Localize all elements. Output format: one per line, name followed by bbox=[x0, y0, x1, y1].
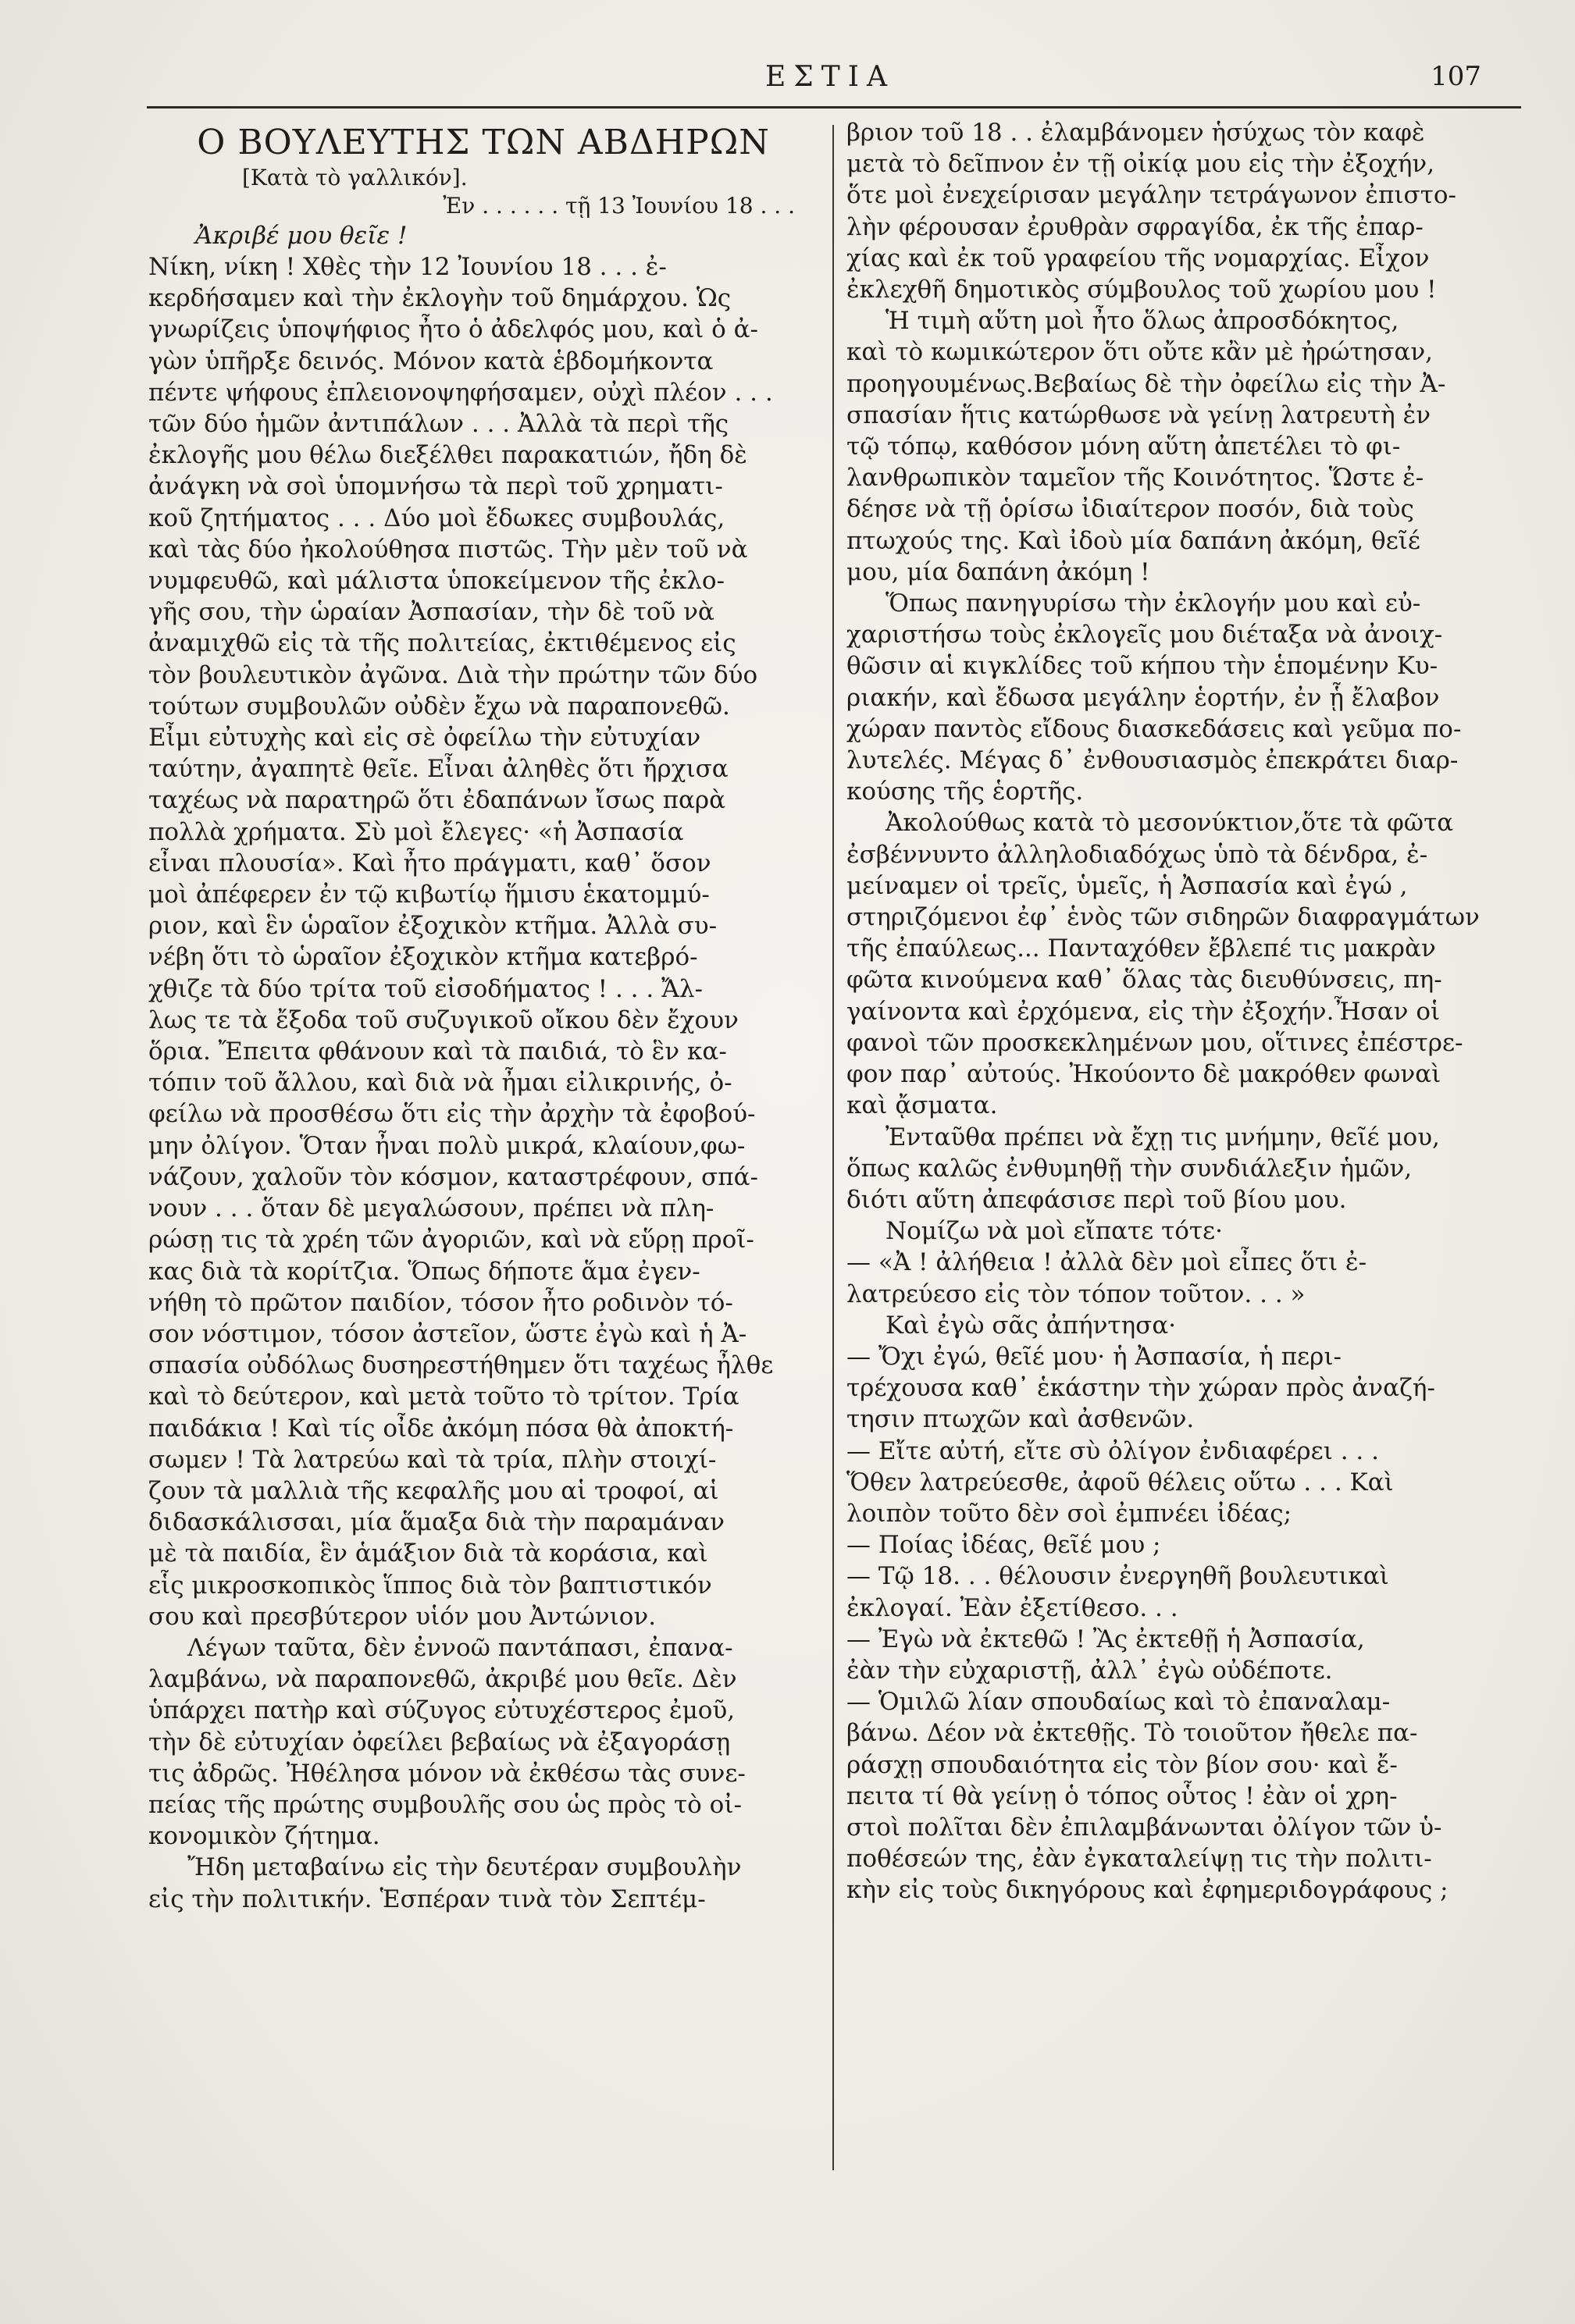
text-line: μου, μία δαπάνη ἀκόμη ! bbox=[846, 557, 1150, 586]
text-line: Εἶμι εὐτυχὴς καὶ εἰς σὲ ὀφείλω τὴν εὐτυχίαν bbox=[148, 724, 701, 753]
text-line: φείλω νὰ προσθέσω ὅτι εἰς τὴν ἀρχὴν τὰ ἐφοβού- bbox=[148, 1100, 756, 1129]
text-line: κερδήσαμεν καὶ τὴν ἐκλογὴν τοῦ δημάρχου. Ὡς bbox=[148, 284, 732, 313]
text-line: ὑπάρχει πατὴρ καὶ σύζυγος εὐτυχέστερος ἐμοῦ, bbox=[148, 1696, 736, 1725]
text-line: — «Ἀ ! ἀλήθεια ! ἀλλὰ δὲν μοὶ εἶπες ὅτι ἐ- bbox=[846, 1248, 1367, 1277]
text-line: Νομίζω νὰ μοὶ εἴπατε τότε· bbox=[885, 1217, 1223, 1246]
text-line: διδασκάλισσαι, μία ἅμαξα διὰ τὴν παραμάναν bbox=[148, 1508, 725, 1537]
text-line: — Ὁμιλῶ λίαν σπουδαίως καὶ τὸ ἐπαναλαμ- bbox=[846, 1688, 1391, 1717]
text-line: στηριζόμενοι ἐφ᾽ ἑνὸς τῶν σιδηρῶν διαφραγμάτων bbox=[846, 903, 1480, 932]
text-line: τρέχουσα καθ᾽ ἑκάστην τὴν χώραν πρὸς ἀναζή- bbox=[846, 1374, 1435, 1403]
text-line: Ἤδη μεταβαίνω εἰς τὴν δευτέραν συμβουλὴν bbox=[187, 1853, 742, 1882]
text-line: ἐκλογῆς μου θέλω διεξέλθει παρακατιών, ἤδη δὲ bbox=[148, 441, 747, 470]
text-line: φανοὶ τῶν προσκεκλημένων μου, οἵτινες ἐπέστρε- bbox=[846, 1028, 1463, 1057]
text-line: ἐὰν τὴν εὐχαριστῇ, ἀλλ᾽ ἐγὼ οὐδέποτε. bbox=[846, 1656, 1333, 1685]
text-line: παιδάκια ! Καὶ τίς οἶδε ἀκόμη πόσα θὰ ἀποκτή- bbox=[148, 1414, 734, 1443]
text-line: χθιζε τὰ δύο τρίτα τοῦ εἰσοδήματος ! . . . Ἄλ- bbox=[148, 974, 703, 1003]
column-divider bbox=[832, 125, 834, 2170]
text-line: λατρεύεσο εἰς τὸν τόπον τοῦτον. . . » bbox=[846, 1279, 1306, 1308]
text-line: — Τῷ 18. . . θέλουσιν ἐνεργηθῆ βουλευτικαὶ bbox=[846, 1562, 1389, 1591]
text-line: δέησε νὰ τῇ ὁρίσω ἰδιαίτερον ποσόν, διὰ τοὺς bbox=[846, 495, 1414, 524]
text-line: καὶ ᾄσματα. bbox=[846, 1091, 998, 1120]
text-line: Ἡ τιμὴ αὕτη μοὶ ἦτο ὅλως ἀπροσδόκητος, bbox=[885, 307, 1399, 336]
text-line: ἀνάγκη νὰ σοὶ ὑπομνήσω τὰ περὶ τοῦ χρηματι- bbox=[148, 472, 723, 501]
text-line: σον νόστιμον, τόσον ἀστεῖον, ὥστε ἐγὼ καὶ ἡ Ἀ- bbox=[148, 1319, 747, 1348]
text-line: τις ἀδρῶς. Ἠθέλησα μόνον νὰ ἐκθέσω τὰς συνε- bbox=[148, 1759, 746, 1788]
header-rule bbox=[147, 106, 1521, 109]
text-line: χαριστήσω τοὺς ἐκλογεῖς μου διέταξα νὰ ἀνοιχ- bbox=[846, 621, 1443, 650]
text-line: ρώσῃ τις τὰ χρέη τῶν ἀγοριῶν, καὶ νὰ εὕρῃ προῖ- bbox=[148, 1226, 754, 1255]
text-line: ριακήν, καὶ ἔδωσα μεγάλην ἑορτήν, ἐν ᾗ ἔλαβον bbox=[846, 683, 1440, 712]
text-line: πέντε ψήφους ἐπλειονοψηφήσαμεν, οὐχὶ πλέον . . . bbox=[148, 378, 773, 407]
text-line: καὶ τὰς δύο ἠκολούθησα πιστῶς. Τὴν μὲν τοῦ νὰ bbox=[148, 535, 748, 564]
text-line: χίας καὶ ἐκ τοῦ γραφείου τῆς νομαρχίας. Εἶχον bbox=[846, 244, 1430, 272]
text-line: λὴν φέρουσαν ἐρυθρὰν σφραγίδα, ἐκ τῆς ἐπαρ- bbox=[846, 212, 1424, 241]
text-line: λοιπὸν τοῦτο δὲν σοὶ ἐμπνέει ἰδέας; bbox=[846, 1499, 1292, 1528]
page-number: 107 bbox=[1431, 61, 1481, 92]
text-line: ὅτε μοὶ ἐνεχείρισαν μεγάλην τετράγωνον ἐπιστο- bbox=[846, 181, 1456, 210]
text-line: κούσης τῆς ἑορτῆς. bbox=[846, 778, 1084, 806]
text-line: μετὰ τὸ δεῖπνον ἐν τῇ οἰκίᾳ μου εἰς τὴν ἐξοχήν, bbox=[846, 150, 1435, 179]
right-column bbox=[846, 117, 1516, 1906]
text-line: στοὶ πολῖται δὲν ἐπιλαμβάνωνται ὀλίγον τῶν ὑ- bbox=[846, 1813, 1442, 1842]
text-line: μην ὀλίγον. Ὅταν ἦναι πολὺ μικρά, κλαίουν,φω- bbox=[148, 1131, 746, 1160]
text-line: μὲ τὰ παιδία, ἓν ἁμάξιον διὰ τὰ κοράσια, καὶ bbox=[148, 1539, 708, 1568]
text-line: γὼν ὑπῆρξε δεινός. Μόνον κατὰ ἑβδομήκοντα bbox=[148, 347, 714, 375]
text-line: νέβη ὅτι τὸ ὡραῖον ἐξοχικὸν κτῆμα κατεβρό- bbox=[148, 943, 698, 972]
text-line: Ὅθεν λατρεύεσθε, ἀφοῦ θέλεις οὕτω . . . Καὶ bbox=[846, 1468, 1394, 1497]
text-line: σωμεν ! Τὰ λατρεύω καὶ τὰ τρία, πλὴν στοιχί- bbox=[148, 1445, 717, 1474]
text-line: Καὶ ἐγὼ σᾶς ἀπήντησα· bbox=[885, 1311, 1177, 1340]
journal-title: ΕΣΤΙΑ bbox=[765, 61, 895, 93]
text-line: φῶτα κινούμενα καθ᾽ ὅλας τὰς διευθύνσεις, πη- bbox=[846, 966, 1442, 995]
text-line: σπασία οὐδόλως δυσηρεστήθημεν ὅτι ταχέως ἦλθε bbox=[148, 1351, 774, 1380]
text-line: Νίκη, νίκη ! Χθὲς τὴν 12 Ἰουνίου 18 . . . ἐ- bbox=[148, 253, 667, 281]
text-line: κονομικὸν ζήτημα. bbox=[148, 1822, 380, 1851]
text-line: ποθέσεών της, ἐὰν ἐγκαταλείψῃ τις τὴν πολιτι- bbox=[846, 1845, 1432, 1874]
text-line: εἷς μικροσκοπικὸς ἵππος διὰ τὸν βαπτιστικόν bbox=[148, 1571, 712, 1600]
text-line: σου καὶ πρεσβύτερον υἱόν μου Ἀντώνιον. bbox=[148, 1602, 657, 1631]
text-line: κὴν εἰς τοὺς δικηγόρους καὶ ἐφημεριδογράφους ; bbox=[846, 1876, 1449, 1905]
text-line: πειτα τί θὰ γείνῃ ὁ τόπος οὗτος ! ἐὰν οἱ χρη- bbox=[846, 1781, 1398, 1810]
text-line: ἐκλογαί. Ἐὰν ἐξετίθεσο. . . bbox=[846, 1593, 1178, 1622]
article-title: Ο ΒΟΥΛΕΥΤΗΣ ΤΩΝ ΑΒΔΗΡΩΝ bbox=[197, 123, 770, 162]
text-line: τῆς ἐπαύλεως... Πανταχόθεν ἔβλεπέ τις μακρὰν bbox=[846, 934, 1436, 963]
text-line: καὶ τὸ κωμικώτερον ὅτι οὔτε κἂν μὲ ἠρώτησαν, bbox=[846, 338, 1434, 367]
text-line: τῷ τόπῳ, καθόσον μόνη αὕτη ἀπετέλει τὸ φι- bbox=[846, 432, 1401, 461]
text-line: λαμβάνω, νὰ παραπονεθῶ, ἀκριβέ μου θεῖε. Δὲν bbox=[148, 1665, 737, 1694]
text-line: λως τε τὰ ἔξοδα τοῦ συζυγικοῦ οἴκου δὲν ἔχουν bbox=[148, 1005, 739, 1034]
article-subtitle: [Κατὰ τὸ γαλλικόν]. bbox=[242, 165, 468, 190]
text-line: πτωχούς της. Καὶ ἰδοὺ μία δαπάνη ἀκόμη, θεῖέ bbox=[846, 526, 1420, 555]
text-line: νάζουν, χαλοῦν τὸν κόσμον, καταστρέφουν, σπά- bbox=[148, 1162, 758, 1191]
text-line: ταύτην, ἀγαπητὲ θεῖε. Εἶναι ἀληθὲς ὅτι ἤρχισα bbox=[148, 755, 729, 784]
text-line: κοῦ ζητήματος . . . Δύο μοὶ ἔδωκες συμβουλάς, bbox=[148, 504, 725, 532]
text-line: νυμφευθῶ, καὶ μάλιστα ὑποκείμενον τῆς ἐκλο- bbox=[148, 567, 725, 596]
text-line: βάνω. Δέον νὰ ἐκτεθῇς. Τὸ τοιοῦτον ἤθελε πα- bbox=[846, 1719, 1418, 1748]
text-line: νουν . . . ὅταν δὲ μεγαλώσουν, πρέπει νὰ πλη- bbox=[148, 1194, 714, 1223]
text-line: ταχέως νὰ παρατηρῶ ὅτι ἐδαπάνων ἴσως παρὰ bbox=[148, 786, 726, 815]
text-line: σπασίαν ἥτις κατώρθωσε νὰ γείνῃ λατρευτὴ ἐν bbox=[846, 400, 1431, 429]
dateline: Ἐν . . . . . . τῇ 13 Ἰουνίου 18 . . . bbox=[443, 193, 795, 219]
text-line: γνωρίζεις ὑποψήφιος ἦτο ὁ ἀδελφός μου, καὶ ὁ ἀ- bbox=[148, 315, 759, 344]
text-line: ἀναμιχθῶ εἰς τὰ τῆς πολιτείας, ἐκτιθέμενος εἰς bbox=[148, 629, 736, 658]
text-line: διότι αὕτη ἀπεφάσισε περὶ τοῦ βίου μου. bbox=[846, 1185, 1347, 1214]
text-line: φον παρ᾽ αὐτούς. Ἠκούοντο δὲ μακρόθεν φωναὶ bbox=[846, 1060, 1441, 1089]
text-line: Ἐνταῦθα πρέπει νὰ ἔχῃ τις μνήμην, θεῖέ μου, bbox=[885, 1123, 1440, 1151]
text-line: βριον τοῦ 18 . . ἐλαμβάνομεν ἡσύχως τὸν καφὲ bbox=[846, 119, 1425, 147]
text-line: ἐσβέννυντο ἀλληλοδιαδόχως ὑπὸ τὰ δένδρα, ἐ- bbox=[846, 840, 1428, 869]
text-line: τησιν πτωχῶν καὶ ἀσθενῶν. bbox=[846, 1405, 1195, 1434]
text-line: τὸν βουλευτικὸν ἀγῶνα. Διὰ τὴν πρώτην τῶν δύο bbox=[148, 660, 758, 689]
text-line: εἶναι πλουσία». Καὶ ἦτο πράγματι, καθ᾽ ὅσον bbox=[148, 849, 711, 877]
left-column-text bbox=[148, 251, 818, 1915]
text-line: Λέγων ταῦτα, δὲν ἐννοῶ παντάπασι, ἐπανα- bbox=[187, 1633, 733, 1662]
text-line: μοὶ ἀπέφερεν ἐν τῷ κιβωτίῳ ἥμισυ ἑκατομμύ- bbox=[148, 881, 710, 909]
text-line: — Εἴτε αὐτή, εἴτε σὺ ὀλίγον ἐνδιαφέρει . . . bbox=[846, 1436, 1379, 1465]
text-line: τὴν δὲ εὐτυχίαν ὀφείλει βεβαίως νὰ ἐξαγοράσῃ bbox=[148, 1728, 731, 1756]
text-line: καὶ τὸ δεύτερον, καὶ μετὰ τοῦτο τὸ τρίτον. Τρία bbox=[148, 1383, 739, 1411]
text-line: τούτων συμβουλῶν οὐδὲν ἔχω νὰ παραπονεθῶ. bbox=[148, 692, 730, 721]
text-line: πολλὰ χρήματα. Σὺ μοὶ ἔλεγες· «ἡ Ἀσπασία bbox=[148, 817, 684, 846]
text-line: λυτελές. Μέγας δ᾽ ἐνθουσιασμὸς ἐπεκράτει διαρ- bbox=[846, 746, 1459, 775]
text-line: γαίνοντα καὶ ἐρχόμενα, εἰς τὴν ἐξοχήν.Ἦσαν οἱ bbox=[846, 997, 1441, 1026]
text-line: εἰς τὴν πολιτικήν. Ἑσπέραν τινὰ τὸν Σεπτέμ- bbox=[148, 1884, 706, 1913]
text-line: λανθρωπικὸν ταμεῖον τῆς Κοινότητος. Ὥστε ἐ- bbox=[846, 464, 1424, 493]
text-line: ὅρια. Ἔπειτα φθάνουν καὶ τὰ παιδιά, τὸ ἓν κα- bbox=[148, 1037, 727, 1066]
text-line: ἐκλεχθῆ δημοτικὸς σύμβουλος τοῦ χωρίου μου ! bbox=[846, 276, 1437, 304]
text-line: τόπιν τοῦ ἄλλου, καὶ διὰ νὰ ἦμαι εἰλικρινής, ὀ- bbox=[148, 1069, 732, 1098]
text-line: ράσχῃ σπουδαιότητα εἰς τὸν βίον σου· καὶ ἔ- bbox=[846, 1750, 1398, 1779]
text-line: — Ἐγὼ νὰ ἐκτεθῶ ! Ἂς ἐκτεθῇ ἡ Ἀσπασία, bbox=[846, 1625, 1365, 1653]
left-column bbox=[148, 117, 818, 1915]
text-line: νήθη τὸ πρῶτον παιδίον, τόσον ἦτο ροδινὸν τό- bbox=[148, 1288, 733, 1317]
text-line: Ὅπως πανηγυρίσω τὴν ἐκλογήν μου καὶ εὐ- bbox=[885, 589, 1421, 618]
text-line: γῆς σου, τὴν ὡραίαν Ἀσπασίαν, τὴν δὲ τοῦ νὰ bbox=[148, 598, 714, 627]
text-line: πείας τῆς πρώτης συμβουλῆς σου ὡς πρὸς τὸ οἰ- bbox=[148, 1790, 742, 1819]
running-head bbox=[148, 61, 1528, 92]
text-line: ζουν τὰ μαλλιὰ τῆς κεφαλῆς μου αἱ τροφοί, αἱ bbox=[148, 1476, 719, 1505]
text-line: μείναμεν οἱ τρεῖς, ὑμεῖς, ἡ Ἀσπασία καὶ ἐγώ , bbox=[846, 871, 1408, 900]
text-line: — Ποίας ἰδέας, θεῖέ μου ; bbox=[846, 1531, 1161, 1560]
text-line: κας διὰ τὰ κορίτζια. Ὅπως δήποτε ἅμα ἐγεν- bbox=[148, 1257, 700, 1286]
text-line: προηγουμένως.Βεβαίως δὲ τὴν ὀφείλω εἰς τὴν Ἀ- bbox=[846, 369, 1446, 398]
text-line: χώραν παντὸς εἴδους διασκεδάσεις καὶ γεῦμα πο- bbox=[846, 714, 1462, 743]
text-line: τῶν δύο ἡμῶν ἀντιπάλων . . . Ἀλλὰ τὰ περὶ τῆς bbox=[148, 410, 729, 439]
text-line: θῶσιν αἱ κιγκλίδες τοῦ κήπου τὴν ἑπομένην Κυ- bbox=[846, 652, 1438, 681]
text-line: ὅπως καλῶς ἐνθυμηθῇ τὴν συνδιάλεξιν ἡμῶν, bbox=[846, 1154, 1413, 1183]
salutation: Ἀκριβέ μου θεῖε ! bbox=[195, 222, 408, 250]
text-line: Ἀκολούθως κατὰ τὸ μεσονύκτιον,ὅτε τὰ φῶτα bbox=[885, 809, 1454, 838]
text-line: — Ὄχι ἐγώ, θεῖέ μου· ἡ Ἀσπασία, ἡ περι- bbox=[846, 1342, 1342, 1371]
right-column-text bbox=[846, 117, 1516, 1906]
text-line: ριον, καὶ ἓν ὡραῖον ἐξοχικὸν κτῆμα. Ἀλλὰ συ- bbox=[148, 912, 718, 941]
